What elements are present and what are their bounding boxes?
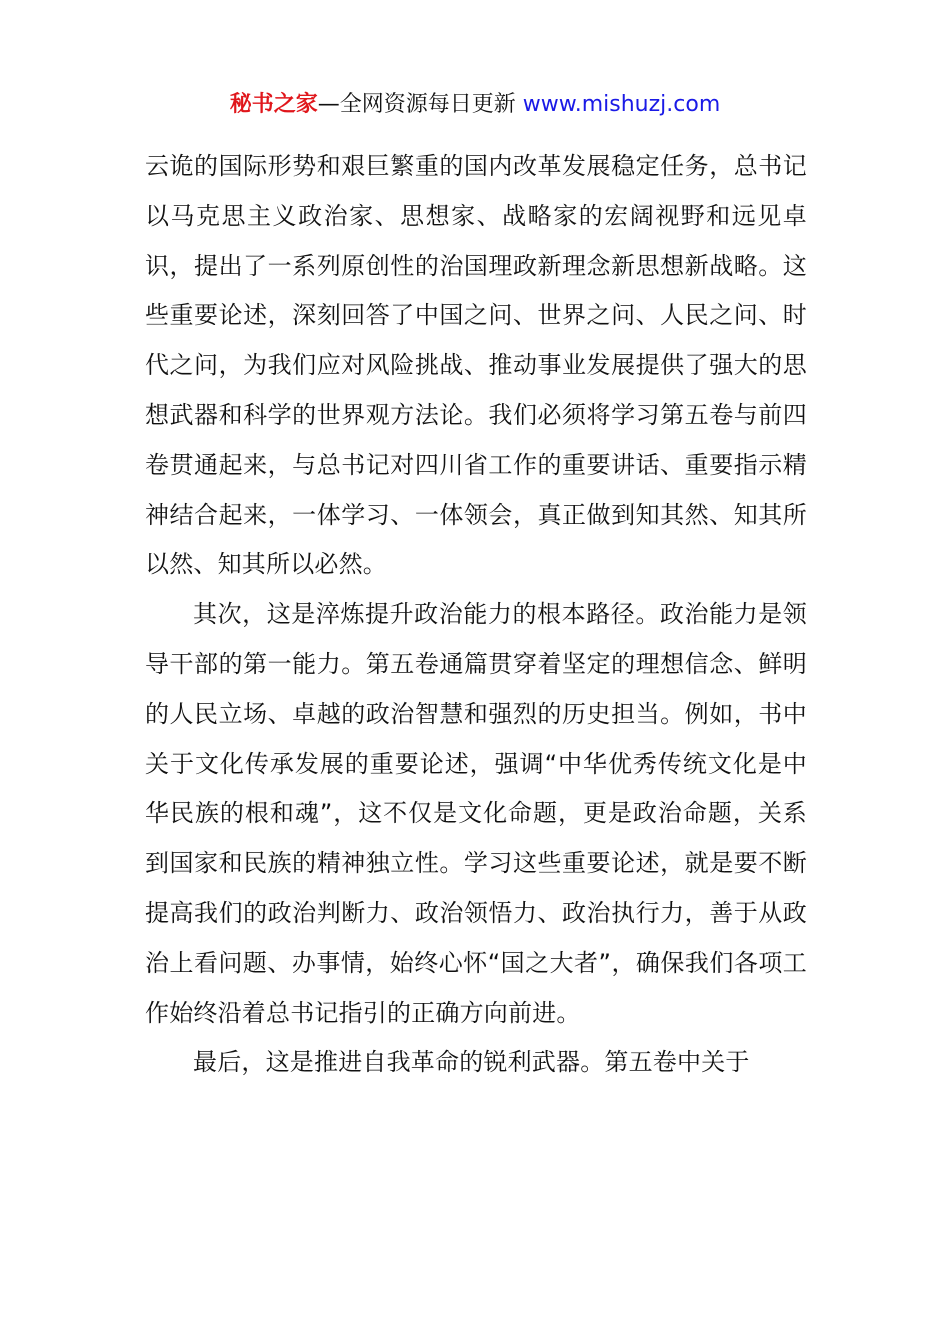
document-body [145,142,807,1088]
site-brand: 秘书之家 [229,92,318,117]
site-url-link[interactable]: www.mishuzj.com [522,92,721,117]
site-tagline: —全网资源每日更新 [317,92,523,117]
paragraph-second: 其次，这是淬炼提升政治能力的根本路径。政治能力是领导干部的第一能力。第五卷通篇贯穿着坚定的理想信念、鲜明的人民立场、卓越的政治智慧和强烈的历史担当。例如，书中关于文化传承发展的重要论述，强调“中华优秀传统文化是中华民族的根和魂”，这不仅是文化命题，更是政治命题，关系到国家和民族的精神独立性。学习这些重要论述，就是要不断提高我们的政治判断力、政治领悟力、政治执行力，善于从政治上看问题、办事情，始终心怀“国之大者”，确保我们各项工作始终沿着总书记指引的正确方向前进。 [145,600,807,1027]
paragraph-continued: 云诡的国际形势和艰巨繁重的国内改革发展稳定任务，总书记以马克思主义政治家、思想家、战略家的宏阔视野和远见卓识，提出了一系列原创性的治国理政新理念新思想新战略。这些重要论述，深刻回答了中国之问、世界之问、人民之问、时代之问，为我们应对风险挑战、推动事业发展提供了强大的思想武器和科学的世界观方法论。我们必须将学习第五卷与前四卷贯通起来，与总书记对四川省工作的重要讲话、重要指示精神结合起来，一体学习、一体领会，真正做到知其然、知其所以然、知其所以必然。 [145,152,807,579]
page-header [0,88,950,122]
paragraph-last: 最后，这是推进自我革命的锐利武器。第五卷中关于 [193,1048,750,1077]
